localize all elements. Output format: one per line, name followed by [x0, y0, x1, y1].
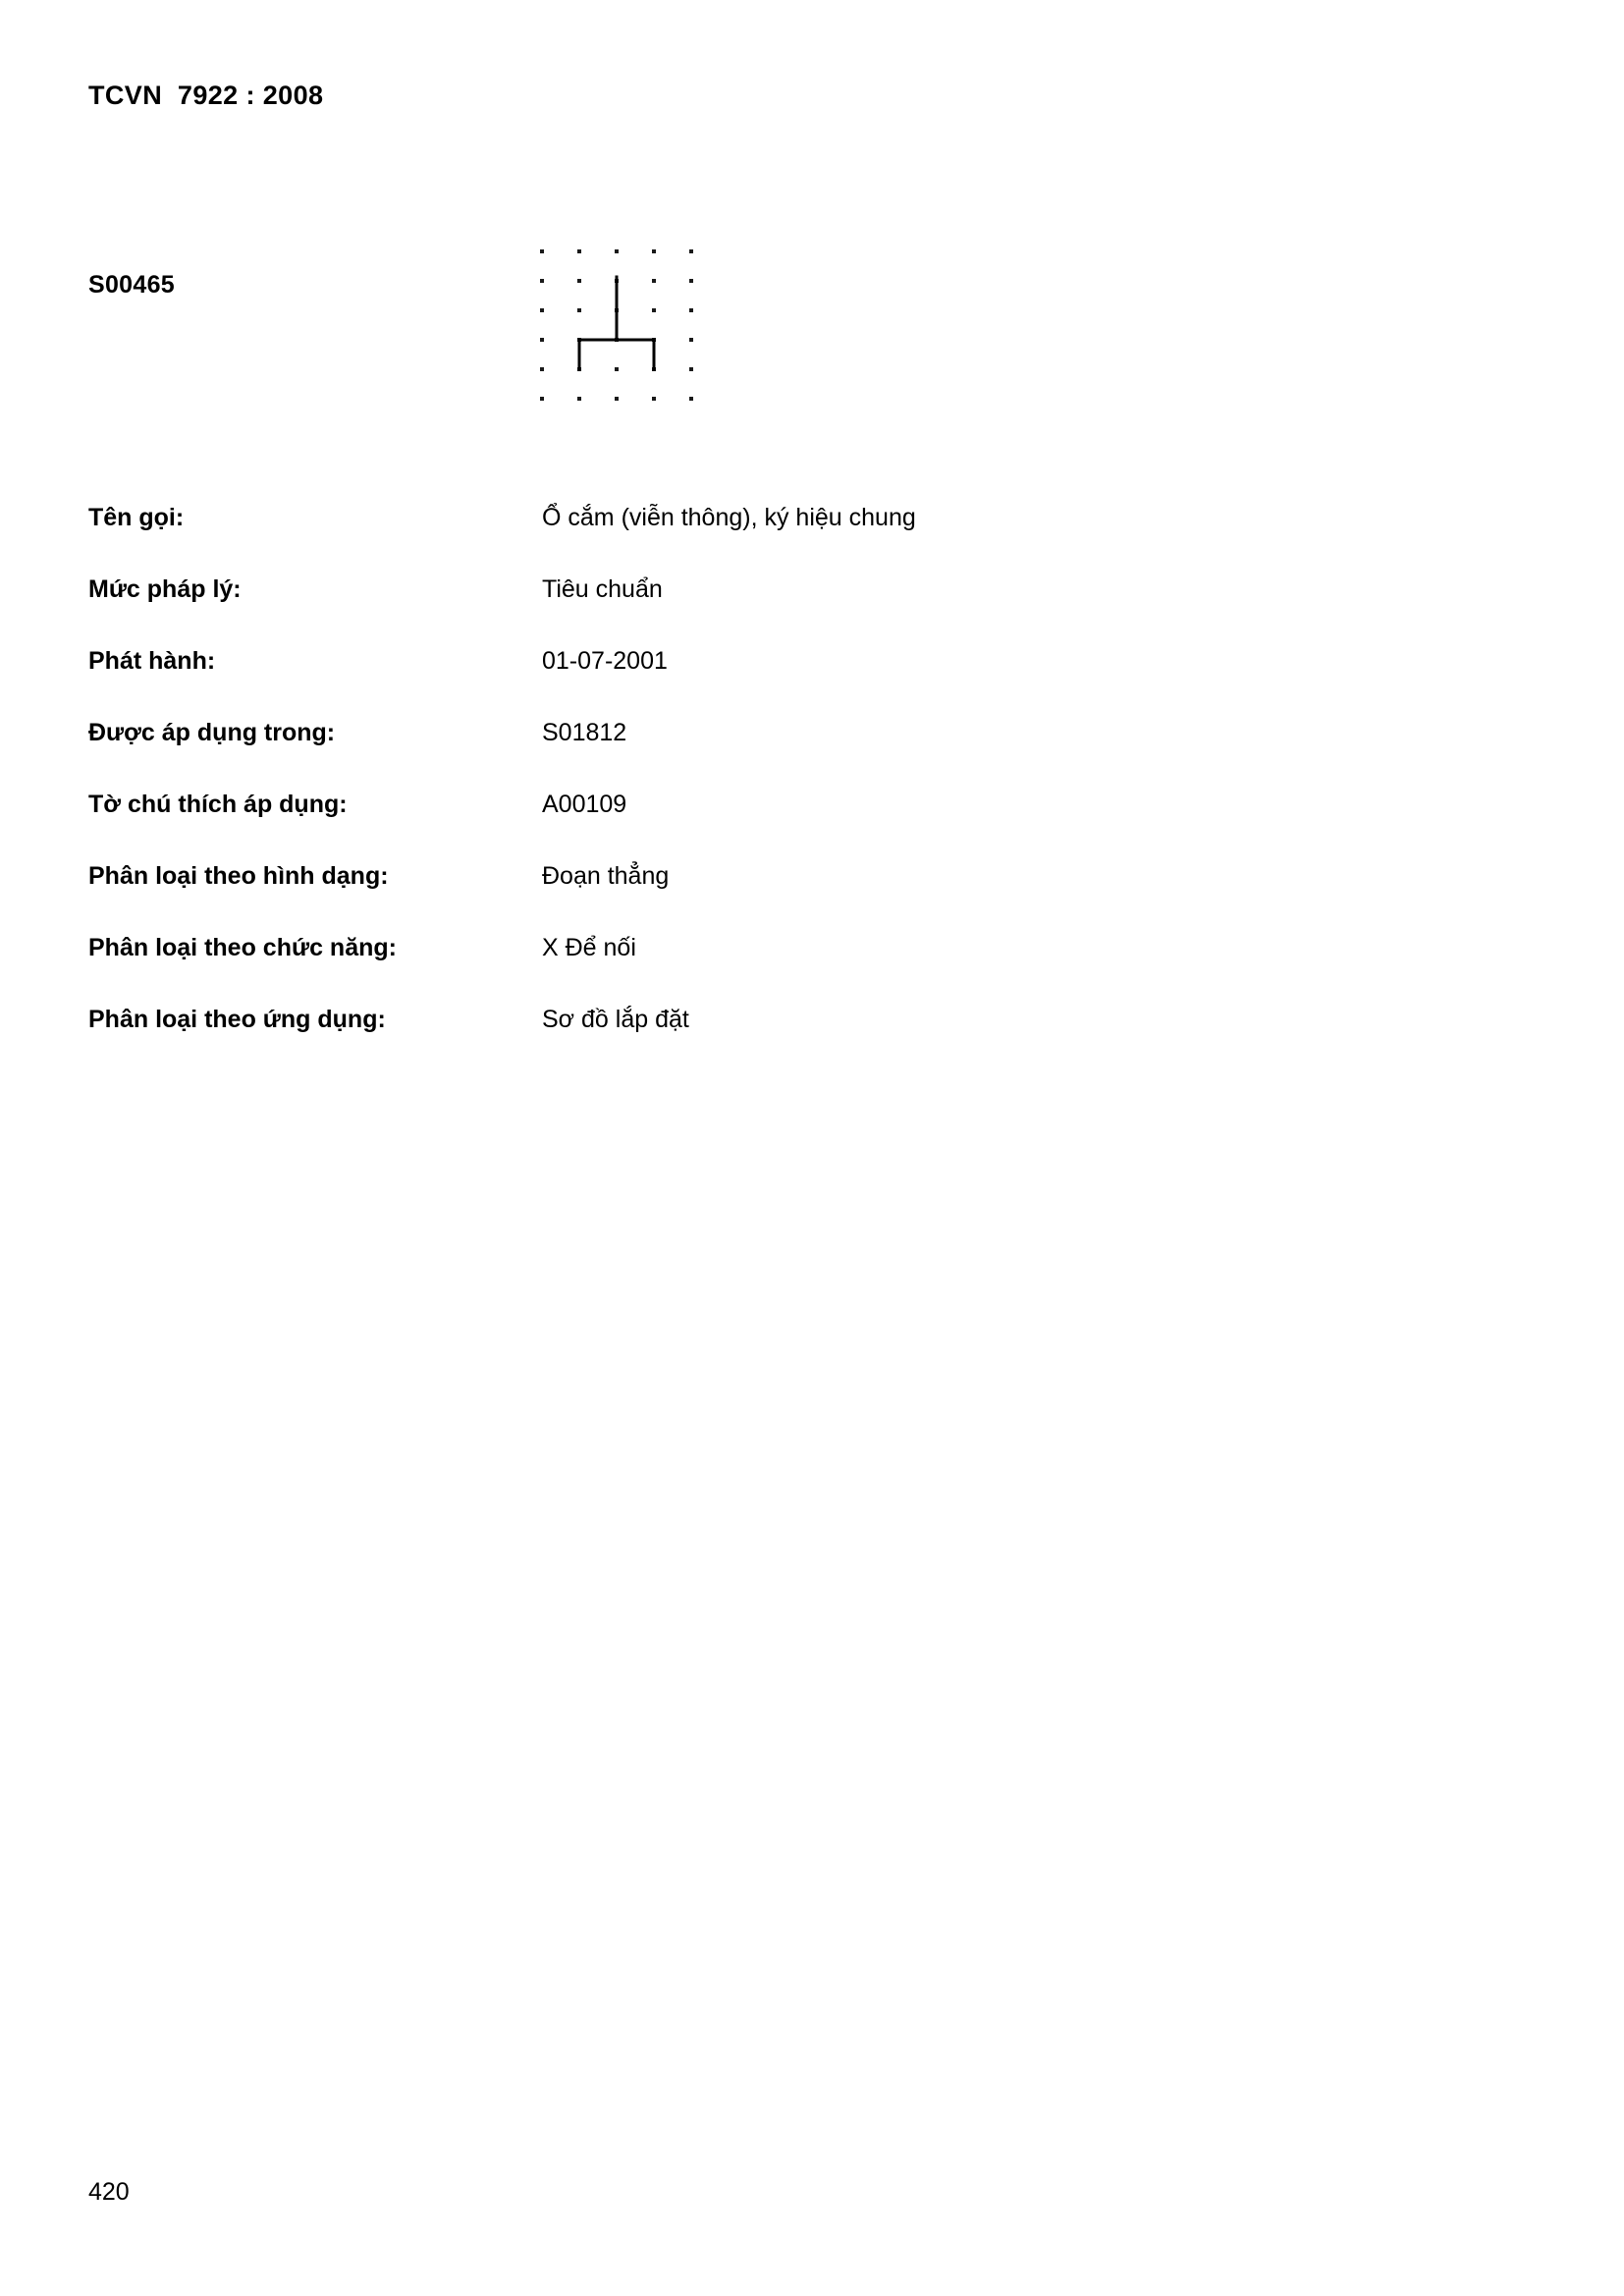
page-number: 420	[88, 2178, 130, 2206]
property-value: X Để nối	[542, 934, 636, 961]
property-label: Phân loại theo chức năng:	[88, 934, 397, 961]
property-value: Tiêu chuẩn	[542, 575, 663, 603]
property-value: A00109	[542, 791, 627, 818]
property-label: Tờ chú thích áp dụng:	[88, 791, 348, 818]
property-row-function-classification	[88, 933, 1365, 1005]
document-header-title: TCVN 7922 : 2008	[88, 81, 324, 110]
property-value: 01-07-2001	[542, 647, 668, 675]
property-value: S01812	[542, 719, 627, 746]
property-label: Mức pháp lý:	[88, 575, 242, 603]
symbol-code-label: S00465	[88, 271, 175, 299]
property-row-name	[88, 503, 1365, 574]
property-label: Phân loại theo hình dạng:	[88, 862, 389, 890]
property-label: Phát hành:	[88, 647, 216, 675]
property-row-applied-in	[88, 718, 1365, 790]
property-row-legal-level	[88, 574, 1365, 646]
property-row-application-note-sheet	[88, 790, 1365, 861]
property-row-issue-date	[88, 646, 1365, 718]
property-row-application-classification	[88, 1005, 1365, 1076]
property-label: Tên gọi:	[88, 504, 185, 531]
property-value: Đoạn thẳng	[542, 862, 670, 890]
telecommunication-outlet-symbol	[538, 247, 734, 414]
property-label: Được áp dụng trong:	[88, 719, 336, 746]
property-label: Phân loại theo ứng dụng:	[88, 1006, 386, 1033]
property-row-shape-classification	[88, 861, 1365, 933]
property-value: Ổ cắm (viễn thông), ký hiệu chung	[542, 504, 916, 531]
property-value: Sơ đồ lắp đặt	[542, 1006, 689, 1033]
symbol-properties-list	[88, 503, 1365, 1076]
